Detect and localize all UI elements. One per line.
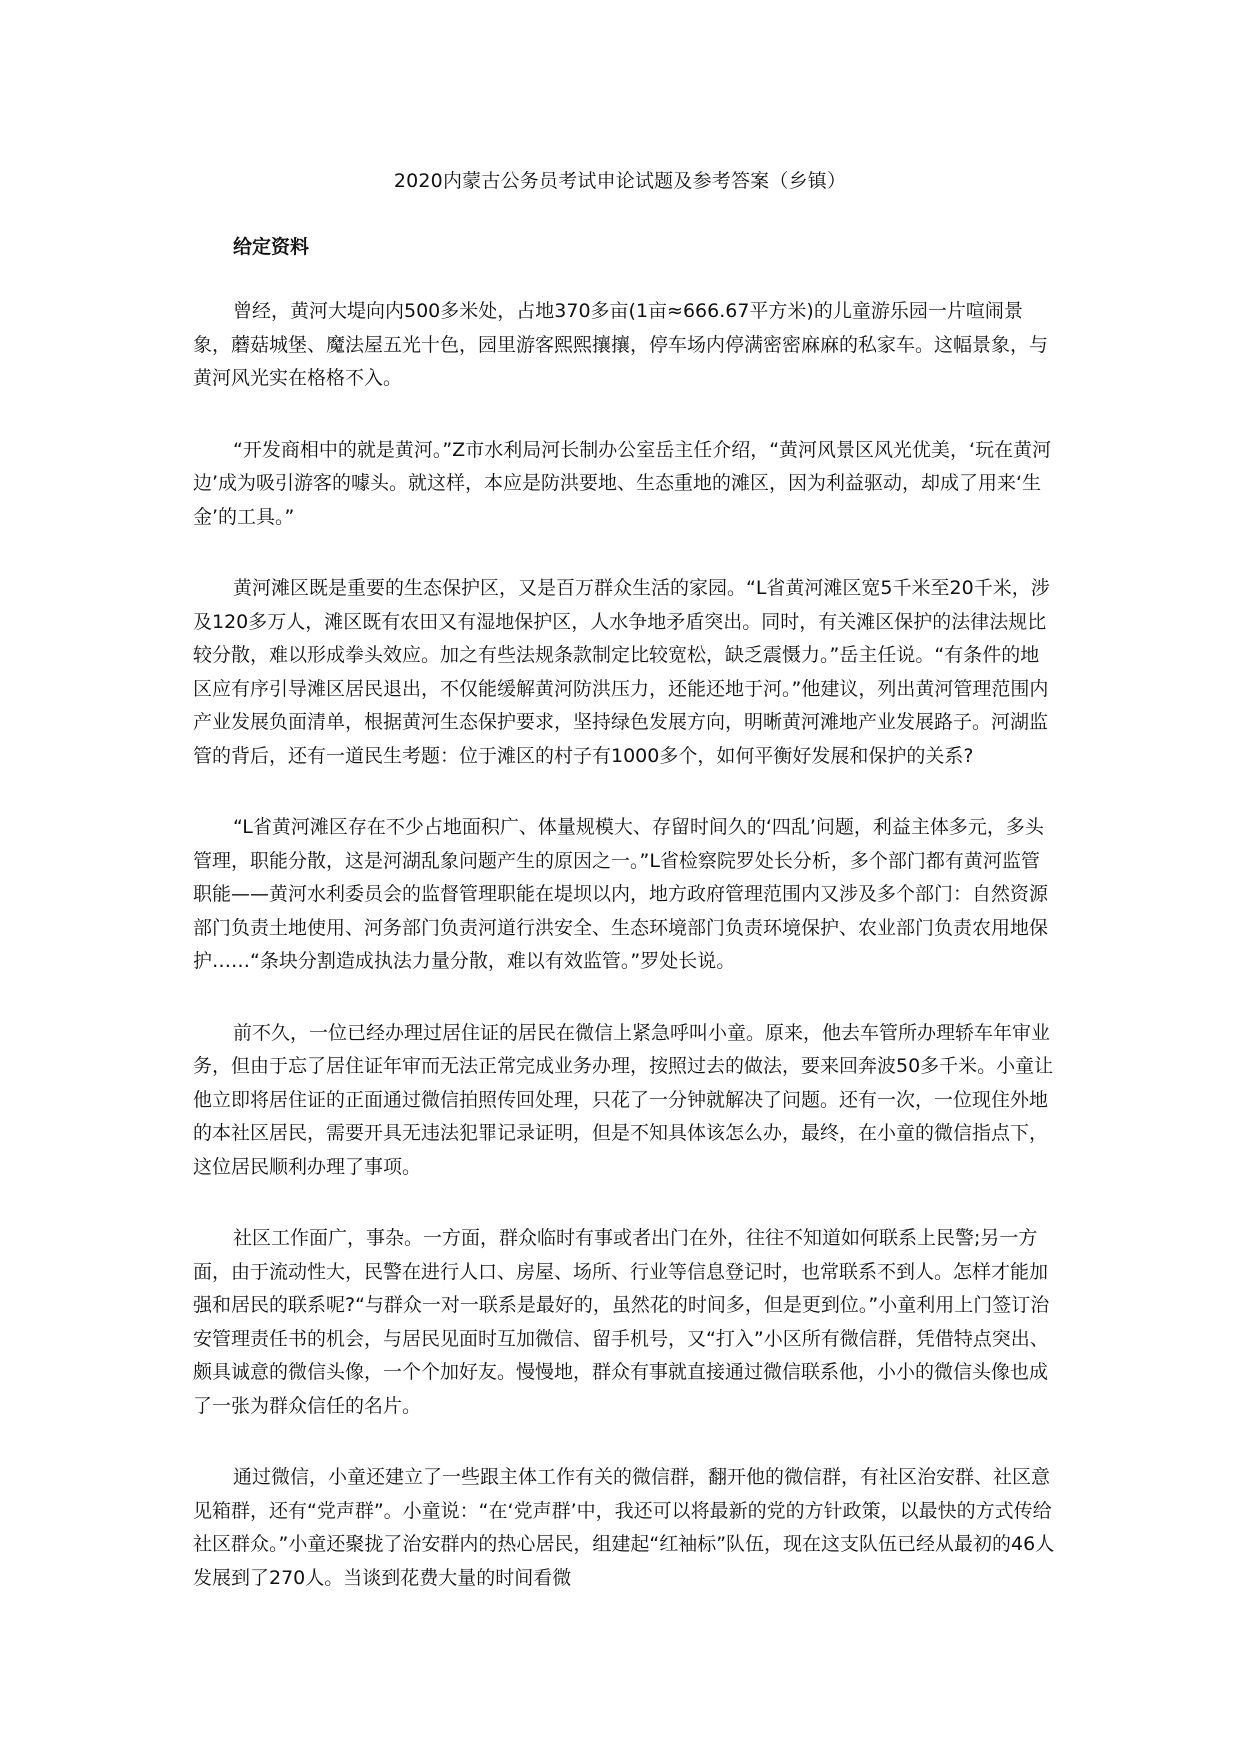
- document-body: [193, 295, 1055, 1633]
- paragraph-2: “开发商相中的就是黄河。”Z市水利局河长制办公室岳主任介绍，“黄河风景区风光优美，‘玩在黄河边’成为吸引游客的噱头。就这样，本应是防洪要地、生态重地的滩区，因为利益驱动，却成了用来‘生金’的工具。”: [193, 438, 1052, 528]
- paragraph-7: 通过微信，小童还建立了一些跟主体工作有关的微信群，翻开他的微信群，有社区治安群、社区意见箱群，还有“党声群”。小童说：“在‘党声群’中，我还可以将最新的党的方针政策，以最快的方式传给社区群众。”小童还聚拢了治安群内的热心居民，组建起“红袖标”队伍，现在这支队伍已经从最初的46人发展到了270人。当谈到花费大量的时间看微: [193, 1466, 1055, 1589]
- paragraph-5: 前不久，一位已经办理过居住证的居民在微信上紧急呼叫小童。原来，他去车管所办理轿车年审业务，但由于忘了居住证年审而无法正常完成业务办理，按照过去的做法，要来回奔波50多千米。小童让他立即将居住证的正面通过微信拍照传回处理，只花了一分钟就解决了问题。还有一次，一位现住外地的本社区居民，需要开具无违法犯罪记录证明，但是不知具体该怎么办，最终，在小童的微信指点下，这位居民顺利办理了事项。: [193, 1021, 1054, 1178]
- document-title: 2020内蒙古公务员考试申论试题及参考答案（乡镇）: [393, 170, 847, 192]
- section-heading: 给定资料: [233, 236, 310, 258]
- paragraph-4: “L省黄河滩区存在不少占地面积广、体量规模大、存留时间久的‘四乱’问题，利益主体多元，多头管理，职能分散，这是河湖乱象问题产生的原因之一。”L省检察院罗处长分析，多个部门都有黄河监管职能——黄河水利委员会的监督管理职能在堤坝以内，地方政府管理范围内又涉及多个部门：自然资源部门负责土地使用、河务部门负责河道行洪安全、生态环境部门负责环境保护、农业部门负责农用地保护……“条块分割造成执法力量分散，难以有效监管。”罗处长说。: [193, 816, 1049, 972]
- paragraph-6: 社区工作面广，事杂。一方面，群众临时有事或者出门在外，往往不知道如何联系上民警;另一方面，由于流动性大，民警在进行人口、房屋、场所、行业等信息登记时，也常联系不到人。怎样才能加强和居民的联系呢?“与群众一对一联系是最好的，虽然花的时间多，但是更到位。”小童利用上门签订治安管理责任书的机会，与居民见面时互加微信、留手机号，又“打入”小区所有微信群，凭借特点突出、颇具诚意的微信头像，一个个加好友。慢慢地，群众有事就直接通过微信联系他，小小的微信头像也成了一张为群众信任的名片。: [193, 1227, 1050, 1417]
- paragraph-1: 曾经，黄河大堤向内500多米处，占地370多亩(1亩≈666.67平方米)的儿童游乐园一片喧闹景象，蘑菇城堡、魔法屋五光十色，园里游客熙熙攘攘，停车场内停满密密麻麻的私家车。这幅景象，与黄河风光实在格格不入。: [193, 300, 1049, 389]
- paragraph-3: 黄河滩区既是重要的生态保护区，又是百万群众生活的家园。“L省黄河滩区宽5千米至20千米，涉及120多万人，滩区既有农田又有湿地保护区，人水争地矛盾突出。同时，有关滩区保护的法律法规比较分散，难以形成拳头效应。加之有些法规条款制定比较宽松，缺乏震慑力。”岳主任说。“有条件的地区应有序引导滩区居民退出，不仅能缓解黄河防洪压力，还能还地于河。”他建议，列出黄河管理范围内产业发展负面清单，根据黄河生态保护要求，坚持绿色发展方向，明晰黄河滩地产业发展路子。河湖监管的背后，还有一道民生考题：位于滩区的村子有1000多个，如何平衡好发展和保护的关系?: [193, 577, 1050, 767]
